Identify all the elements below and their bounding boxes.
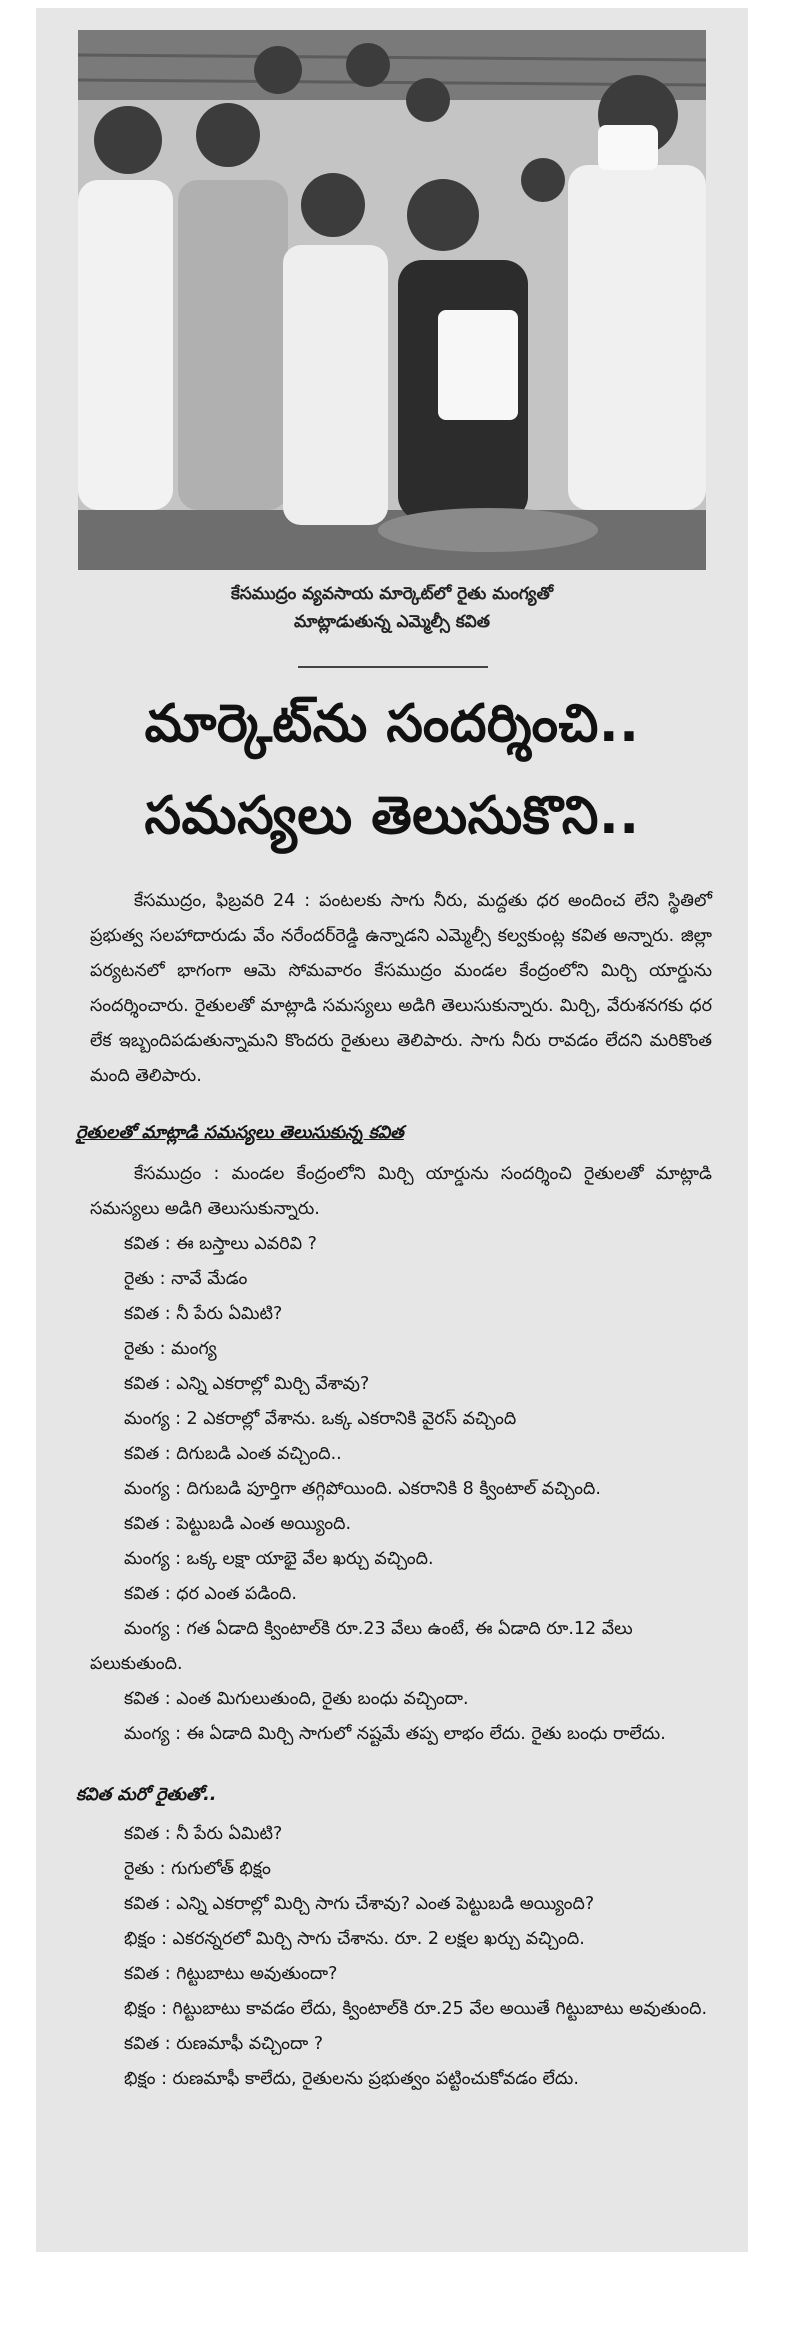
headline-line-1: మార్కెట్‌ను సందర్శించి.. [144, 694, 640, 754]
dialogue-line: కవిత : నీ పేరు ఏమిటి? [124, 1304, 283, 1324]
dialogue-line: కవిత : ఎంత మిగులుతుంది, రైతు బంధు వచ్చిందా. [124, 1689, 469, 1709]
headline-line-2: సమస్యలు తెలుసుకొని.. [144, 786, 640, 846]
news-photo [78, 30, 706, 570]
caption-line-1: కేసముద్రం వ్యవసాయ మార్కెట్‌లో రైతు మంగ్యతో [230, 584, 554, 604]
dialogue-line: కవిత : దిగుబడి ఎంత వచ్చింది.. [124, 1444, 342, 1464]
dialogue-line: కవిత : పెట్టుబడి ఎంత అయ్యింది. [124, 1514, 352, 1534]
dialogue-line: కవిత : నీ పేరు ఏమిటి? [124, 1824, 283, 1844]
photo-caption [78, 580, 706, 636]
lead-paragraph: కేసముద్రం, ఫిబ్రవరి 24 : పంటలకు సాగు నీరు, మద్దతు ధర అందించ లేని స్థితిలో ప్రభుత్వ సలహాదారుడు వేం నరేందర్‌రెడ్డి ఉన్నాడని ఎమ్మెల్సీ కల్వకుంట్ల కవిత అన్నారు. జిల్లా పర్యటనలో భాగంగా ఆమె సోమవారం కేసముద్రం మండల కేంద్రంలోని మిర్చి యార్డును సందర్శించారు. రైతులతో మాట్లాడి సమస్యలు అడిగి తెలుసుకున్నారు. మిర్చి, వేరుశనగకు ధర లేక ఇబ్బందిపడుతున్నామని కొందరు రైతులు తెలిపారు. సాగు నీరు రావడం లేదని మరికొంత మంది తెలిపారు. [90, 891, 712, 1086]
dialogue-line: భిక్షం : ఎకరన్నరలో మిర్చి సాగు చేశాను. రూ. 2 లక్షల ఖర్చు వచ్చింది. [124, 1929, 585, 1949]
dialogue-line: రైతు : గుగులోత్ భిక్షం [124, 1859, 271, 1879]
dialogue-line: రైతు : నావే మేడం [124, 1269, 248, 1289]
dialogue-line: మంగ్య : ఒక్క లక్షా యాభై వేల ఖర్చు వచ్చింది. [124, 1549, 434, 1569]
dialogue-line: మంగ్య : ఈ ఏడాది మిర్చి సాగులో నష్టమే తప్ప లాభం లేదు. రైతు బంధు రాలేదు. [124, 1724, 666, 1744]
headline [66, 678, 718, 862]
dialogue-line: కవిత : ధర ఎంత పడింది. [124, 1584, 297, 1604]
article-body [76, 884, 712, 2097]
dialogue-line: మంగ్య : గత ఏడాది క్వింటాల్‌కి రూ.23 వేలు ఉంటే, ఈ ఏడాది రూ.12 వేలు పలుకుతుంది. [90, 1619, 633, 1674]
dialogue-line: భిక్షం : రుణమాఫీ కాలేదు, రైతులను ప్రభుత్వం పట్టించుకోవడం లేదు. [124, 2069, 579, 2089]
dialogue-line: కవిత : గిట్టుబాటు అవుతుందా? [124, 1964, 338, 1984]
dialogue-line: కవిత : ఎన్ని ఎకరాల్లో మిర్చి సాగు చేశావు? ఎంత పెట్టుబడి అయ్యింది? [124, 1894, 595, 1914]
dialogue-line: కవిత : ఈ బస్తాలు ఎవరివి ? [124, 1234, 317, 1254]
caption-divider [298, 666, 488, 668]
dialogue-line: మంగ్య : దిగుబడి పూర్తిగా తగ్గిపోయింది. ఎకరానికి 8 క్వింటాల్ వచ్చింది. [124, 1479, 601, 1499]
caption-line-2: మాట్లాడుతున్న ఎమ్మెల్సీ కవిత [293, 612, 491, 632]
dialogue-line: కవిత : రుణమాఫీ వచ్చిందా ? [124, 2034, 324, 2054]
dialogue-line: కవిత : ఎన్ని ఎకరాల్లో మిర్చి వేశావు? [124, 1374, 370, 1394]
dialogue-line: భిక్షం : గిట్టుబాటు కావడం లేదు, క్వింటాల్‌కి రూ.25 వేల అయితే గిట్టుబాటు అవుతుంది. [124, 1999, 708, 2019]
dialogue-line: మంగ్య : 2 ఎకరాల్లో వేశాను. ఒక్క ఎకరానికి వైరస్ వచ్చింది [124, 1409, 517, 1429]
news-photo-icon [78, 30, 706, 570]
section1-heading: రైతులతో మాట్లాడి సమస్యలు తెలుసుకున్న కవిత [76, 1123, 404, 1143]
dialogue-line: రైతు : మంగ్య [124, 1339, 217, 1359]
newspaper-clipping [36, 8, 748, 2252]
section1-intro: కేసముద్రం : మండల కేంద్రంలోని మిర్చి యార్డును సందర్శించి రైతులతో మాట్లాడి సమస్యలు అడిగి తెలుసుకున్నారు. [90, 1164, 712, 1219]
section2-heading: కవిత మరో రైతుతో.. [76, 1785, 217, 1805]
